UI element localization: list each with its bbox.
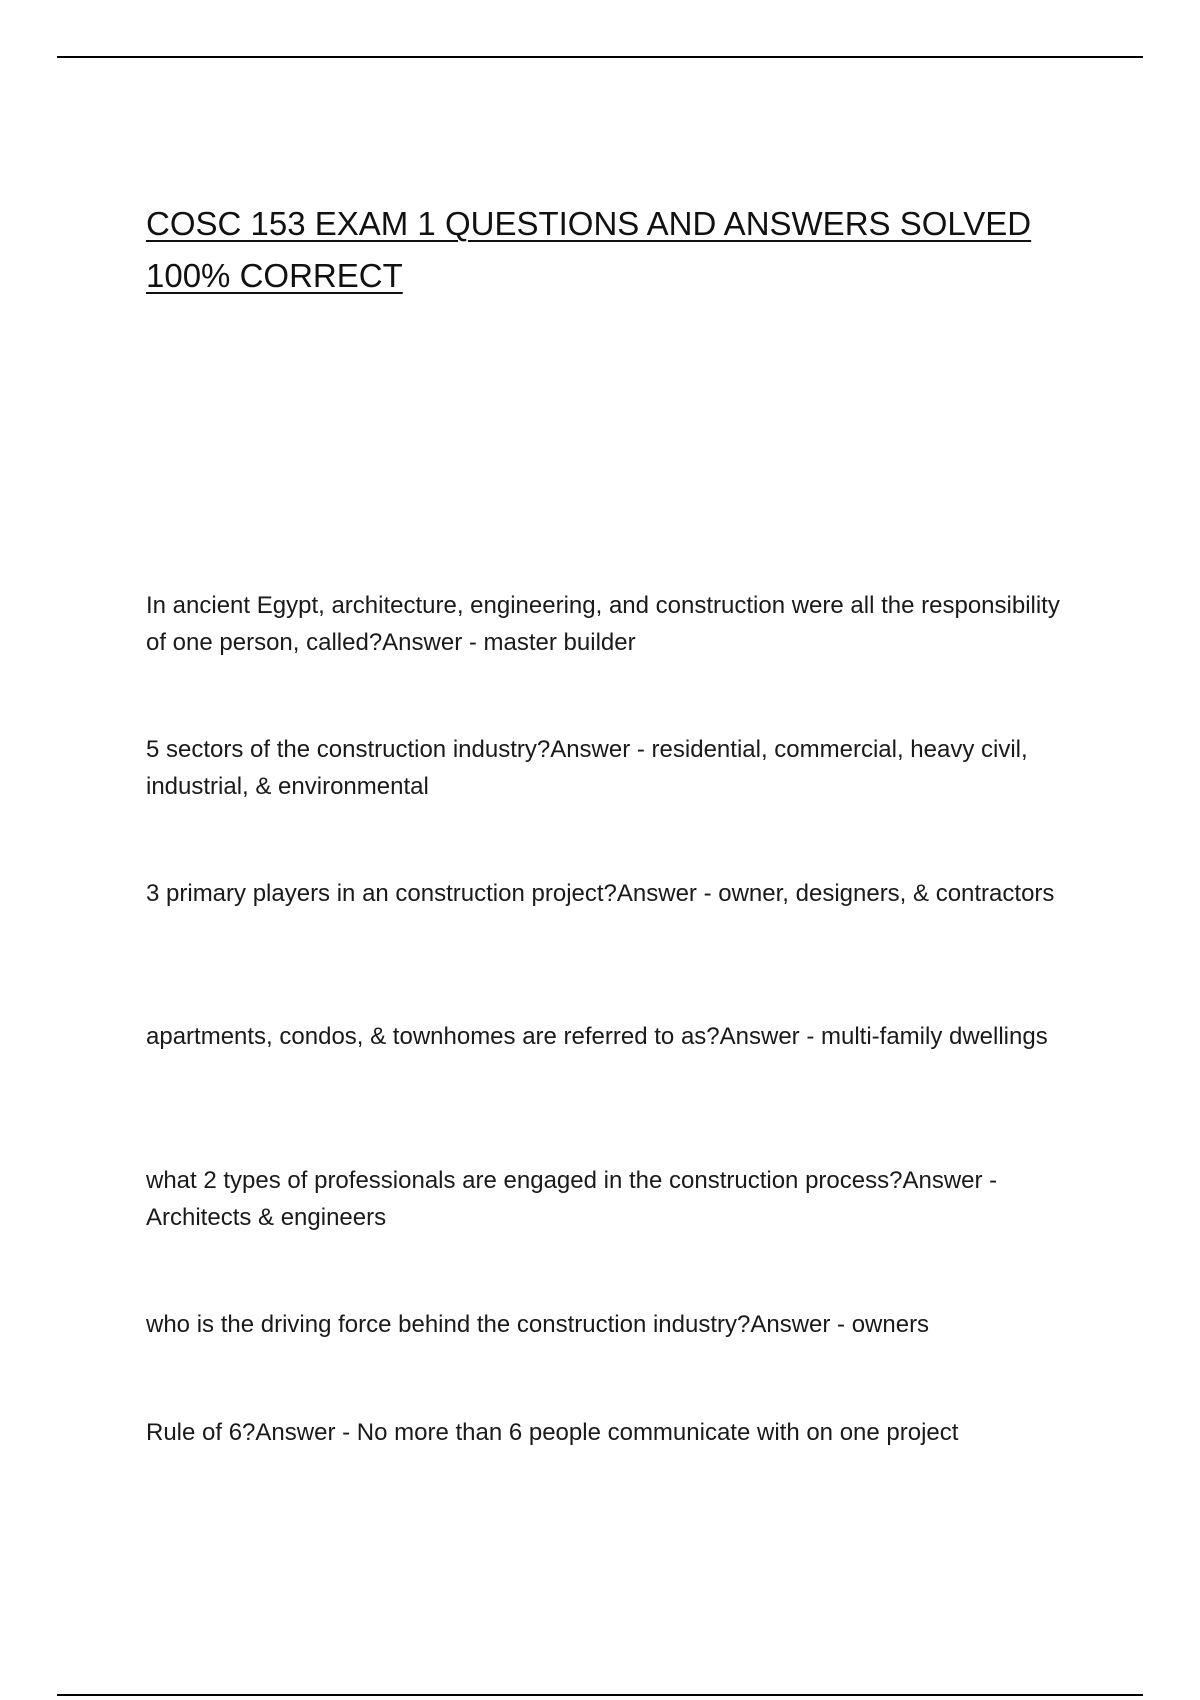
qa-item-7: Rule of 6?Answer - No more than 6 people communicate with on one project xyxy=(146,1419,959,1446)
qa-item-6: who is the driving force behind the construction industry?Answer - owners xyxy=(146,1311,930,1338)
top-divider xyxy=(57,56,1143,58)
qa-item-2: 5 sectors of the construction industry?Answer - residential, commercial, heavy civil, industrial, & environmental xyxy=(146,736,1028,800)
document-title: COSC 153 EXAM 1 QUESTIONS AND ANSWERS SOLVED 100% CORRECT xyxy=(146,205,1032,294)
qa-item-1: In ancient Egypt, architecture, engineering, and construction were all the responsibility of one person, called?Answer - master builder xyxy=(146,592,1060,656)
qa-item-4: apartments, condos, & townhomes are referred to as?Answer - multi-family dwellings xyxy=(146,1023,1048,1050)
qa-item-3: 3 primary players in an construction project?Answer - owner, designers, & contractors xyxy=(146,880,1055,907)
qa-item-5: what 2 types of professionals are engaged in the construction process?Answer - Architects & engineers xyxy=(146,1167,998,1231)
bottom-divider xyxy=(57,1694,1143,1696)
